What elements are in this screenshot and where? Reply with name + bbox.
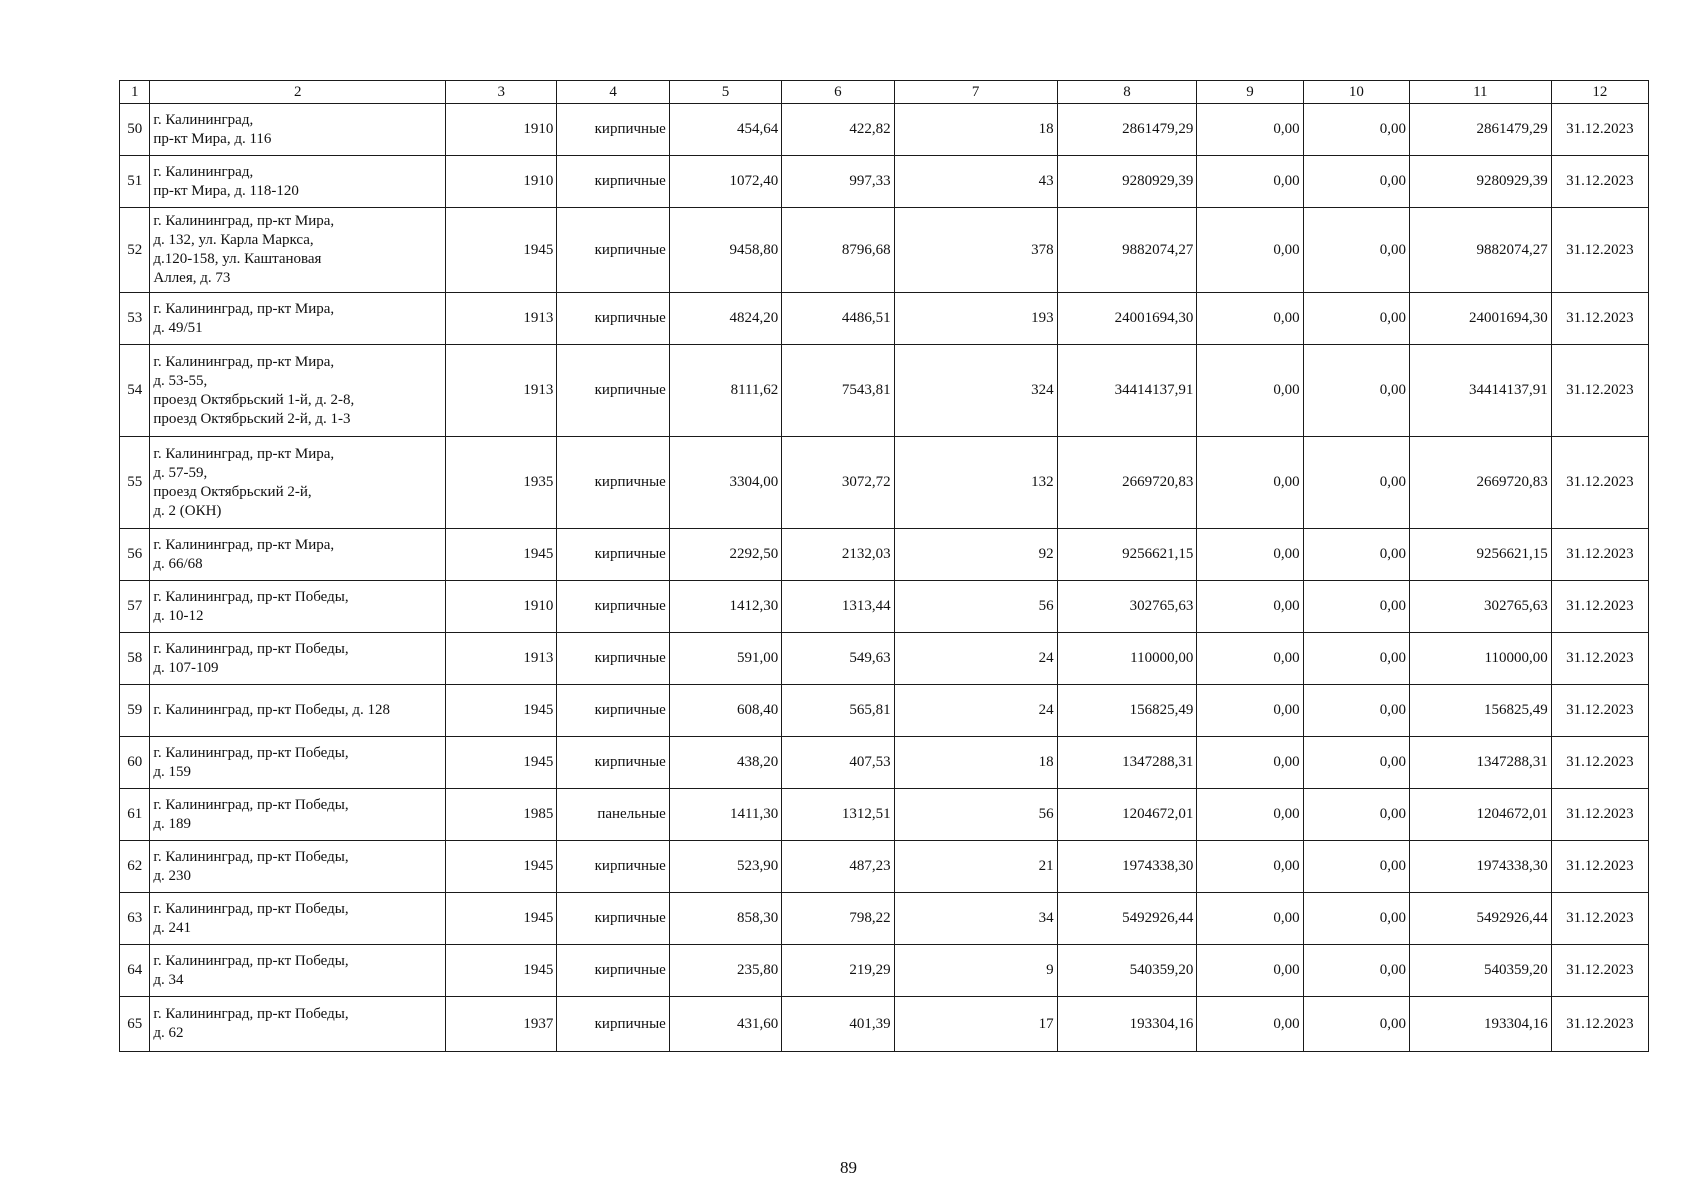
living-area-cell: 798,22	[782, 893, 894, 945]
address-cell: г. Калининград, пр-кт Победы, д. 10-12	[150, 581, 446, 633]
total-area-cell: 8111,62	[669, 345, 781, 437]
address-cell: г. Калининград, пр-кт Победы, д. 189	[150, 789, 446, 841]
total-area-cell: 3304,00	[669, 437, 781, 529]
build-year-cell: 1937	[446, 997, 557, 1052]
cost-fund-cell: 0,00	[1197, 997, 1303, 1052]
residents-count-cell: 24	[894, 633, 1057, 685]
cost-total-cell: 9882074,27	[1057, 208, 1197, 293]
build-year-cell: 1913	[446, 633, 557, 685]
cost-budget-cell: 0,00	[1303, 104, 1409, 156]
table-row	[120, 156, 1649, 208]
column-header-6: 6	[782, 81, 894, 104]
cost-owners-cell: 302765,63	[1409, 581, 1551, 633]
wall-material-cell: кирпичные	[557, 997, 669, 1052]
residents-count-cell: 324	[894, 345, 1057, 437]
address-cell: г. Калининград, пр-кт Победы, д. 159	[150, 737, 446, 789]
deadline-date-cell: 31.12.2023	[1551, 997, 1648, 1052]
total-area-cell: 235,80	[669, 945, 781, 997]
header-row	[120, 81, 1649, 104]
build-year-cell: 1935	[446, 437, 557, 529]
wall-material-cell: кирпичные	[557, 893, 669, 945]
living-area-cell: 8796,68	[782, 208, 894, 293]
living-area-cell: 997,33	[782, 156, 894, 208]
living-area-cell: 1313,44	[782, 581, 894, 633]
address-cell: г. Калининград, пр-кт Победы, д. 34	[150, 945, 446, 997]
cost-owners-cell: 193304,16	[1409, 997, 1551, 1052]
column-header-9: 9	[1197, 81, 1303, 104]
cost-budget-cell: 0,00	[1303, 345, 1409, 437]
deadline-date-cell: 31.12.2023	[1551, 685, 1648, 737]
living-area-cell: 422,82	[782, 104, 894, 156]
column-header-1: 1	[120, 81, 150, 104]
column-header-5: 5	[669, 81, 781, 104]
residents-count-cell: 56	[894, 789, 1057, 841]
cost-fund-cell: 0,00	[1197, 208, 1303, 293]
row-number-cell: 51	[120, 156, 150, 208]
residents-count-cell: 193	[894, 293, 1057, 345]
build-year-cell: 1945	[446, 685, 557, 737]
living-area-cell: 549,63	[782, 633, 894, 685]
cost-total-cell: 1204672,01	[1057, 789, 1197, 841]
total-area-cell: 431,60	[669, 997, 781, 1052]
deadline-date-cell: 31.12.2023	[1551, 208, 1648, 293]
table-row	[120, 789, 1649, 841]
residents-count-cell: 43	[894, 156, 1057, 208]
cost-owners-cell: 1347288,31	[1409, 737, 1551, 789]
total-area-cell: 1072,40	[669, 156, 781, 208]
cost-owners-cell: 156825,49	[1409, 685, 1551, 737]
cost-total-cell: 110000,00	[1057, 633, 1197, 685]
column-header-10: 10	[1303, 81, 1409, 104]
build-year-cell: 1913	[446, 345, 557, 437]
wall-material-cell: кирпичные	[557, 208, 669, 293]
row-number-cell: 55	[120, 437, 150, 529]
residents-count-cell: 92	[894, 529, 1057, 581]
cost-total-cell: 302765,63	[1057, 581, 1197, 633]
row-number-cell: 65	[120, 997, 150, 1052]
cost-total-cell: 540359,20	[1057, 945, 1197, 997]
column-header-4: 4	[557, 81, 669, 104]
deadline-date-cell: 31.12.2023	[1551, 737, 1648, 789]
table-row	[120, 685, 1649, 737]
row-number-cell: 60	[120, 737, 150, 789]
deadline-date-cell: 31.12.2023	[1551, 789, 1648, 841]
cost-owners-cell: 1204672,01	[1409, 789, 1551, 841]
build-year-cell: 1945	[446, 945, 557, 997]
row-number-cell: 57	[120, 581, 150, 633]
residents-count-cell: 21	[894, 841, 1057, 893]
living-area-cell: 401,39	[782, 997, 894, 1052]
wall-material-cell: кирпичные	[557, 293, 669, 345]
cost-fund-cell: 0,00	[1197, 581, 1303, 633]
column-header-11: 11	[1409, 81, 1551, 104]
cost-owners-cell: 2861479,29	[1409, 104, 1551, 156]
cost-budget-cell: 0,00	[1303, 997, 1409, 1052]
cost-budget-cell: 0,00	[1303, 293, 1409, 345]
row-number-cell: 61	[120, 789, 150, 841]
cost-total-cell: 5492926,44	[1057, 893, 1197, 945]
row-number-cell: 54	[120, 345, 150, 437]
residents-count-cell: 132	[894, 437, 1057, 529]
cost-budget-cell: 0,00	[1303, 156, 1409, 208]
wall-material-cell: кирпичные	[557, 437, 669, 529]
address-cell: г. Калининград, пр-кт Победы, д. 62	[150, 997, 446, 1052]
address-cell: г. Калининград, пр-кт Победы, д. 241	[150, 893, 446, 945]
build-year-cell: 1945	[446, 737, 557, 789]
deadline-date-cell: 31.12.2023	[1551, 841, 1648, 893]
column-header-12: 12	[1551, 81, 1648, 104]
cost-owners-cell: 2669720,83	[1409, 437, 1551, 529]
total-area-cell: 9458,80	[669, 208, 781, 293]
build-year-cell: 1945	[446, 841, 557, 893]
cost-owners-cell: 9256621,15	[1409, 529, 1551, 581]
living-area-cell: 4486,51	[782, 293, 894, 345]
wall-material-cell: кирпичные	[557, 841, 669, 893]
table-row	[120, 293, 1649, 345]
build-year-cell: 1945	[446, 208, 557, 293]
cost-total-cell: 156825,49	[1057, 685, 1197, 737]
row-number-cell: 63	[120, 893, 150, 945]
living-area-cell: 7543,81	[782, 345, 894, 437]
cost-owners-cell: 34414137,91	[1409, 345, 1551, 437]
cost-owners-cell: 5492926,44	[1409, 893, 1551, 945]
table-row	[120, 997, 1649, 1052]
address-cell: г. Калининград, пр-кт Победы, д. 128	[150, 685, 446, 737]
cost-budget-cell: 0,00	[1303, 581, 1409, 633]
address-cell: г. Калининград, пр-кт Мира, д. 132, ул. Карла Маркса, д.120-158, ул. Каштановая Аллея, д. 73	[150, 208, 446, 293]
address-cell: г. Калининград, пр-кт Мира, д. 53-55, проезд Октябрьский 1-й, д. 2-8, проезд Октябрьский 2-й, д. 1-3	[150, 345, 446, 437]
cost-fund-cell: 0,00	[1197, 737, 1303, 789]
table-row	[120, 737, 1649, 789]
address-cell: г. Калининград, пр-кт Победы, д. 230	[150, 841, 446, 893]
cost-fund-cell: 0,00	[1197, 104, 1303, 156]
wall-material-cell: кирпичные	[557, 633, 669, 685]
residents-count-cell: 378	[894, 208, 1057, 293]
deadline-date-cell: 31.12.2023	[1551, 156, 1648, 208]
living-area-cell: 407,53	[782, 737, 894, 789]
total-area-cell: 454,64	[669, 104, 781, 156]
residents-count-cell: 18	[894, 104, 1057, 156]
cost-total-cell: 2669720,83	[1057, 437, 1197, 529]
wall-material-cell: панельные	[557, 789, 669, 841]
residents-count-cell: 9	[894, 945, 1057, 997]
table-row	[120, 104, 1649, 156]
deadline-date-cell: 31.12.2023	[1551, 581, 1648, 633]
row-number-cell: 64	[120, 945, 150, 997]
cost-fund-cell: 0,00	[1197, 893, 1303, 945]
table-row	[120, 893, 1649, 945]
wall-material-cell: кирпичные	[557, 945, 669, 997]
living-area-cell: 487,23	[782, 841, 894, 893]
cost-fund-cell: 0,00	[1197, 529, 1303, 581]
total-area-cell: 2292,50	[669, 529, 781, 581]
total-area-cell: 523,90	[669, 841, 781, 893]
table-row	[120, 581, 1649, 633]
cost-total-cell: 24001694,30	[1057, 293, 1197, 345]
table-body	[120, 104, 1649, 1052]
cost-total-cell: 34414137,91	[1057, 345, 1197, 437]
wall-material-cell: кирпичные	[557, 529, 669, 581]
deadline-date-cell: 31.12.2023	[1551, 893, 1648, 945]
residents-count-cell: 18	[894, 737, 1057, 789]
deadline-date-cell: 31.12.2023	[1551, 104, 1648, 156]
row-number-cell: 50	[120, 104, 150, 156]
table-row	[120, 208, 1649, 293]
living-area-cell: 3072,72	[782, 437, 894, 529]
cost-budget-cell: 0,00	[1303, 633, 1409, 685]
cost-fund-cell: 0,00	[1197, 156, 1303, 208]
cost-budget-cell: 0,00	[1303, 208, 1409, 293]
address-cell: г. Калининград, пр-кт Мира, д. 49/51	[150, 293, 446, 345]
wall-material-cell: кирпичные	[557, 156, 669, 208]
cost-owners-cell: 540359,20	[1409, 945, 1551, 997]
living-area-cell: 565,81	[782, 685, 894, 737]
row-number-cell: 58	[120, 633, 150, 685]
table-row	[120, 529, 1649, 581]
build-year-cell: 1910	[446, 156, 557, 208]
row-number-cell: 56	[120, 529, 150, 581]
page-number: 89	[840, 1158, 857, 1177]
living-area-cell: 2132,03	[782, 529, 894, 581]
cost-total-cell: 2861479,29	[1057, 104, 1197, 156]
address-cell: г. Калининград, пр-кт Победы, д. 107-109	[150, 633, 446, 685]
address-cell: г. Калининград, пр-кт Мира, д. 116	[150, 104, 446, 156]
residents-count-cell: 24	[894, 685, 1057, 737]
cost-budget-cell: 0,00	[1303, 893, 1409, 945]
wall-material-cell: кирпичные	[557, 685, 669, 737]
column-header-3: 3	[446, 81, 557, 104]
address-cell: г. Калининград, пр-кт Мира, д. 118-120	[150, 156, 446, 208]
deadline-date-cell: 31.12.2023	[1551, 633, 1648, 685]
cost-fund-cell: 0,00	[1197, 293, 1303, 345]
total-area-cell: 4824,20	[669, 293, 781, 345]
table-row	[120, 945, 1649, 997]
deadline-date-cell: 31.12.2023	[1551, 529, 1648, 581]
build-year-cell: 1910	[446, 581, 557, 633]
cost-budget-cell: 0,00	[1303, 945, 1409, 997]
cost-total-cell: 9256621,15	[1057, 529, 1197, 581]
cost-budget-cell: 0,00	[1303, 529, 1409, 581]
deadline-date-cell: 31.12.2023	[1551, 437, 1648, 529]
total-area-cell: 1411,30	[669, 789, 781, 841]
cost-total-cell: 193304,16	[1057, 997, 1197, 1052]
cost-fund-cell: 0,00	[1197, 841, 1303, 893]
housing-register-table	[119, 80, 1649, 1052]
cost-total-cell: 9280929,39	[1057, 156, 1197, 208]
cost-fund-cell: 0,00	[1197, 437, 1303, 529]
total-area-cell: 858,30	[669, 893, 781, 945]
cost-fund-cell: 0,00	[1197, 345, 1303, 437]
cost-fund-cell: 0,00	[1197, 945, 1303, 997]
wall-material-cell: кирпичные	[557, 104, 669, 156]
cost-total-cell: 1974338,30	[1057, 841, 1197, 893]
table-row	[120, 345, 1649, 437]
cost-budget-cell: 0,00	[1303, 841, 1409, 893]
cost-owners-cell: 110000,00	[1409, 633, 1551, 685]
cost-fund-cell: 0,00	[1197, 685, 1303, 737]
deadline-date-cell: 31.12.2023	[1551, 345, 1648, 437]
column-header-7: 7	[894, 81, 1057, 104]
cost-owners-cell: 9882074,27	[1409, 208, 1551, 293]
residents-count-cell: 56	[894, 581, 1057, 633]
cost-budget-cell: 0,00	[1303, 789, 1409, 841]
deadline-date-cell: 31.12.2023	[1551, 945, 1648, 997]
column-header-2: 2	[150, 81, 446, 104]
wall-material-cell: кирпичные	[557, 345, 669, 437]
address-cell: г. Калининград, пр-кт Мира, д. 66/68	[150, 529, 446, 581]
residents-count-cell: 17	[894, 997, 1057, 1052]
wall-material-cell: кирпичные	[557, 737, 669, 789]
cost-fund-cell: 0,00	[1197, 633, 1303, 685]
table-row	[120, 841, 1649, 893]
total-area-cell: 438,20	[669, 737, 781, 789]
cost-budget-cell: 0,00	[1303, 437, 1409, 529]
cost-fund-cell: 0,00	[1197, 789, 1303, 841]
total-area-cell: 591,00	[669, 633, 781, 685]
address-cell: г. Калининград, пр-кт Мира, д. 57-59, проезд Октябрьский 2-й, д. 2 (ОКН)	[150, 437, 446, 529]
cost-total-cell: 1347288,31	[1057, 737, 1197, 789]
column-header-8: 8	[1057, 81, 1197, 104]
wall-material-cell: кирпичные	[557, 581, 669, 633]
residents-count-cell: 34	[894, 893, 1057, 945]
row-number-cell: 62	[120, 841, 150, 893]
total-area-cell: 1412,30	[669, 581, 781, 633]
table-row	[120, 437, 1649, 529]
table-row	[120, 633, 1649, 685]
row-number-cell: 52	[120, 208, 150, 293]
living-area-cell: 1312,51	[782, 789, 894, 841]
build-year-cell: 1945	[446, 529, 557, 581]
cost-budget-cell: 0,00	[1303, 737, 1409, 789]
cost-owners-cell: 1974338,30	[1409, 841, 1551, 893]
cost-owners-cell: 24001694,30	[1409, 293, 1551, 345]
total-area-cell: 608,40	[669, 685, 781, 737]
living-area-cell: 219,29	[782, 945, 894, 997]
build-year-cell: 1985	[446, 789, 557, 841]
cost-owners-cell: 9280929,39	[1409, 156, 1551, 208]
build-year-cell: 1913	[446, 293, 557, 345]
row-number-cell: 53	[120, 293, 150, 345]
deadline-date-cell: 31.12.2023	[1551, 293, 1648, 345]
build-year-cell: 1945	[446, 893, 557, 945]
build-year-cell: 1910	[446, 104, 557, 156]
row-number-cell: 59	[120, 685, 150, 737]
cost-budget-cell: 0,00	[1303, 685, 1409, 737]
